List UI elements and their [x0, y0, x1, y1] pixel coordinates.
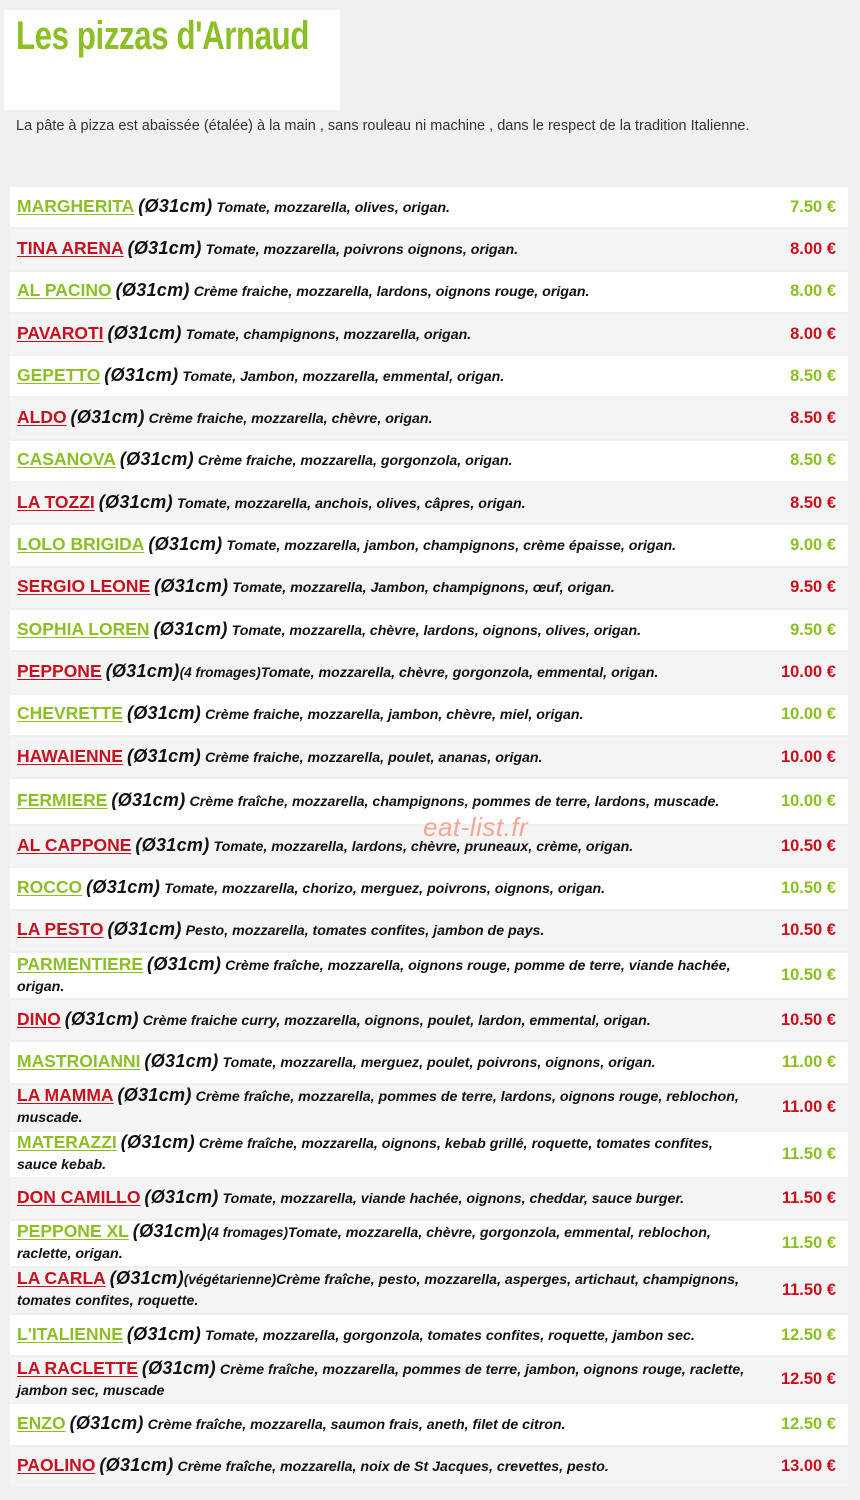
- pizza-name-link[interactable]: TINA ARENA: [17, 237, 124, 258]
- pizza-details: [17, 492, 766, 515]
- pizza-name-link[interactable]: LA MAMMA: [17, 1085, 114, 1106]
- pizza-size: (Ø31cm): [107, 919, 182, 940]
- menu-row: [10, 1447, 848, 1487]
- pizza-size: (Ø31cm): [132, 1221, 207, 1242]
- pizza-description: Tomate, mozzarella, chèvre, gorgonzola, emmental, reblochon, raclette, origan.: [17, 1225, 711, 1263]
- pizza-name-link[interactable]: FERMIERE: [17, 790, 108, 811]
- pizza-size: (Ø31cm): [144, 1050, 219, 1071]
- pizza-description: Crème fraîche, mozzarella, champignons, pommes de terre, lardons, muscade.: [189, 794, 720, 811]
- pizza-description: Crème fraiche, mozzarella, chèvre, origan.: [148, 411, 433, 428]
- pizza-extra: (végétarienne): [183, 1272, 277, 1288]
- pizza-price: 10.50 €: [780, 836, 836, 855]
- pizza-details: [17, 619, 766, 642]
- pizza-details: [17, 196, 766, 219]
- pizza-details: [17, 1455, 766, 1478]
- pizza-price: 11.00 €: [781, 1097, 836, 1116]
- pizza-details: [17, 703, 766, 726]
- pizza-description: Crème fraiche, mozzarella, lardons, oignons rouge, origan.: [193, 284, 590, 301]
- pizza-size: (Ø31cm): [141, 1357, 216, 1378]
- pizza-details: [17, 661, 766, 684]
- pizza-details: [17, 280, 766, 303]
- pizza-price: 10.50 €: [780, 879, 836, 898]
- pizza-description: Tomate, mozzarella, gorgonzola, tomates confites, roquette, jambon sec.: [204, 1327, 695, 1344]
- pizza-extra: (4 fromages): [206, 1225, 288, 1241]
- pizza-name-link[interactable]: GEPETTO: [17, 364, 101, 385]
- pizza-description: Tomate, mozzarella, lardons, chèvre, pruneaux, crème, origan.: [213, 838, 634, 855]
- pizza-price: 10.00 €: [780, 662, 836, 681]
- pizza-description: Crème fraîche, mozzarella, oignons rouge, pomme de terre, viande hachée, origan.: [17, 957, 731, 995]
- pizza-size: (Ø31cm): [69, 1412, 144, 1433]
- pizza-name-link[interactable]: DINO: [17, 1008, 61, 1029]
- menu-row: [10, 1179, 848, 1219]
- pizza-description: Crème fraîche, mozzarella, noix de St Jacques, crevettes, pesto.: [177, 1459, 609, 1476]
- watermark: eat-list.fr: [423, 812, 529, 842]
- pizza-details: [17, 1187, 766, 1210]
- pizza-description: Tomate, mozzarella, chèvre, gorgonzola, emmental, origan.: [260, 664, 659, 681]
- pizza-size: (Ø31cm): [99, 1455, 174, 1476]
- pizza-details: [17, 954, 766, 998]
- pizza-name-link[interactable]: MASTROIANNI: [17, 1050, 141, 1071]
- pizza-price: 11.50 €: [781, 1280, 836, 1299]
- pizza-size: (Ø31cm): [105, 660, 180, 681]
- pizza-size: (Ø31cm): [154, 576, 229, 597]
- menu-row: [10, 737, 848, 777]
- pizza-details: [17, 534, 766, 557]
- pizza-price: 9.50 €: [790, 578, 836, 597]
- pizza-size: (Ø31cm): [135, 834, 210, 855]
- menu-row: [10, 441, 848, 481]
- pizza-name-link[interactable]: LA PESTO: [17, 919, 104, 940]
- pizza-size: (Ø31cm): [104, 364, 179, 385]
- menu-row: [10, 911, 848, 951]
- pizza-price: 8.50 €: [790, 409, 836, 428]
- pizza-name-link[interactable]: PAVAROTI: [17, 322, 104, 343]
- pizza-details: [17, 877, 766, 900]
- pizza-details: [17, 1413, 766, 1436]
- pizza-price: 10.50 €: [780, 966, 836, 985]
- pizza-price: 9.00 €: [790, 536, 836, 555]
- menu-row: [10, 1357, 848, 1402]
- pizza-description: Tomate, mozzarella, viande hachée, oignons, cheddar, sauce burger.: [222, 1191, 685, 1208]
- pizza-size: (Ø31cm): [153, 618, 228, 639]
- pizza-size: (Ø31cm): [98, 491, 173, 512]
- pizza-name-link[interactable]: ENZO: [17, 1412, 66, 1433]
- pizza-name-link[interactable]: ALDO: [17, 407, 67, 428]
- pizza-details: [17, 1221, 766, 1265]
- pizza-size: (Ø31cm): [147, 953, 222, 974]
- pizza-details: [17, 238, 766, 261]
- pizza-size: (Ø31cm): [109, 1268, 184, 1289]
- pizza-price: 10.50 €: [780, 1010, 836, 1029]
- menu-row: [10, 398, 848, 438]
- pizza-price: 12.50 €: [780, 1370, 836, 1389]
- menu-row: [10, 1085, 848, 1130]
- pizza-name-link[interactable]: ROCCO: [17, 877, 83, 898]
- pizza-size: (Ø31cm): [120, 1132, 195, 1153]
- pizza-name-link[interactable]: HAWAIENNE: [17, 745, 123, 766]
- menu-row: [10, 868, 848, 908]
- pizza-price: 10.00 €: [780, 747, 836, 766]
- pizza-size: (Ø31cm): [126, 745, 202, 766]
- pizza-size: (Ø31cm): [119, 449, 194, 470]
- pizza-details: [17, 1268, 766, 1312]
- pizza-name-link[interactable]: LA RACLETTE: [17, 1357, 138, 1378]
- pizza-description: Pesto, mozzarella, tomates confites, jambon de pays.: [185, 923, 545, 940]
- pizza-price: 11.50 €: [781, 1189, 836, 1208]
- pizza-details: [17, 1132, 766, 1176]
- pizza-description: Crème fraiche, mozzarella, gorgonzola, origan.: [197, 453, 513, 470]
- pizza-price: 12.50 €: [780, 1414, 836, 1433]
- pizza-description: Tomate, mozzarella, Jambon, champignons, œuf, origan.: [232, 580, 615, 597]
- pizza-name-link[interactable]: PEPPONE: [17, 660, 102, 681]
- pizza-details: [17, 790, 766, 813]
- menu-row: [10, 356, 848, 396]
- pizza-name-link[interactable]: LA CARLA: [17, 1268, 106, 1289]
- pizza-details: [17, 746, 766, 769]
- pizza-description: Crème fraiche, mozzarella, jambon, chèvre, miel, origan.: [205, 707, 584, 724]
- pizza-name-link[interactable]: AL PACINO: [17, 280, 112, 301]
- menu-row: [10, 187, 848, 227]
- pizza-name-link[interactable]: PEPPONE XL: [17, 1221, 129, 1242]
- pizza-details: [17, 1358, 766, 1402]
- pizza-size: (Ø31cm): [126, 703, 202, 724]
- pizza-description: Tomate, Jambon, mozzarella, emmental, origan.: [182, 368, 505, 385]
- pizza-details: [17, 449, 766, 472]
- menu-row: [10, 314, 848, 354]
- pizza-extra: (4 fromages): [179, 664, 261, 680]
- pizza-details: [17, 835, 766, 858]
- menu-row: [10, 695, 848, 735]
- pizza-name-link[interactable]: PAOLINO: [17, 1455, 96, 1476]
- pizza-price: 12.50 €: [780, 1325, 836, 1344]
- pizza-name-link[interactable]: LA TOZZI: [17, 491, 95, 512]
- pizza-price: 7.50 €: [790, 197, 836, 216]
- menu-row: [10, 525, 848, 565]
- pizza-size: (Ø31cm): [117, 1085, 192, 1106]
- menu-row: [10, 1000, 848, 1040]
- pizza-price: 8.50 €: [790, 493, 836, 512]
- pizza-name-link[interactable]: SOPHIA LOREN: [17, 618, 150, 639]
- intro-text: La pâte à pizza est abaissée (étalée) à la main , sans rouleau ni machine , dans le respect de la tradition Italienne.: [16, 118, 750, 134]
- pizza-name-link[interactable]: L'ITALIENNE: [17, 1323, 123, 1344]
- pizza-details: [17, 919, 766, 942]
- pizza-description: Tomate, mozzarella, anchois, olives, câpres, origan.: [176, 495, 526, 512]
- pizza-details: [17, 323, 766, 346]
- pizza-price: 9.50 €: [790, 620, 836, 639]
- pizza-size: (Ø31cm): [127, 237, 202, 258]
- pizza-name-link[interactable]: CHEVRETTE: [17, 703, 123, 724]
- pizza-size: (Ø31cm): [148, 534, 223, 555]
- pizza-size: (Ø31cm): [115, 280, 190, 301]
- pizza-name-link[interactable]: LOLO BRIGIDA: [17, 534, 145, 555]
- pizza-price: 13.00 €: [780, 1457, 836, 1476]
- menu-row: [10, 1042, 848, 1082]
- pizza-description: Crème fraiche, mozzarella, poulet, ananas, origan.: [205, 749, 543, 766]
- pizza-description: Tomate, mozzarella, chèvre, lardons, oignons, olives, origan.: [231, 622, 642, 639]
- pizza-size: (Ø31cm): [86, 877, 161, 898]
- pizza-details: [17, 407, 766, 430]
- pizza-description: Crème fraîche, mozzarella, pommes de terre, lardons, oignons rouge, reblochon, muscade.: [17, 1089, 739, 1127]
- menu-row: [10, 1315, 848, 1355]
- menu-row: [10, 1404, 848, 1444]
- pizza-price: 10.50 €: [780, 921, 836, 940]
- pizza-name-link[interactable]: DON CAMILLO: [17, 1187, 141, 1208]
- pizza-details: [17, 365, 766, 388]
- pizza-name-link[interactable]: MARGHERITA: [17, 195, 135, 216]
- pizza-description: Crème fraîche, mozzarella, oignons, kebab grillé, roquette, tomates confites, sauce kebab.: [17, 1136, 713, 1174]
- pizza-name-link[interactable]: CASANOVA: [17, 449, 116, 470]
- pizza-description: Crème fraîche, pesto, mozzarella, asperges, artichaut, champignons, tomates confites, roquette.: [17, 1272, 739, 1310]
- pizza-price: 10.00 €: [780, 792, 836, 811]
- menu-row: [10, 652, 848, 692]
- pizza-description: Tomate, mozzarella, olives, origan.: [216, 199, 450, 216]
- menu-row: [10, 483, 848, 523]
- pizza-details: [17, 1324, 766, 1347]
- menu-row: [10, 272, 848, 312]
- pizza-price: 11.00 €: [781, 1052, 836, 1071]
- pizza-price: 8.00 €: [790, 324, 836, 343]
- pizza-price: 8.00 €: [790, 239, 836, 258]
- pizza-details: [17, 576, 766, 599]
- pizza-name-link[interactable]: AL CAPPONE: [17, 834, 132, 855]
- pizza-description: Tomate, mozzarella, chorizo, merguez, poivrons, oignons, origan.: [164, 881, 606, 898]
- pizza-size: (Ø31cm): [111, 790, 186, 811]
- pizza-details: [17, 1085, 766, 1129]
- pizza-size: (Ø31cm): [107, 322, 182, 343]
- menu-row: [10, 1268, 848, 1313]
- menu-row: [10, 1132, 848, 1177]
- pizza-details: [17, 1051, 766, 1074]
- pizza-description: Tomate, mozzarella, jambon, champignons, crème épaisse, origan.: [226, 538, 677, 555]
- menu-row: [10, 1221, 848, 1266]
- pizza-description: Crème fraîche, mozzarella, pommes de terre, jambon, oignons rouge, raclette, jambon sec, muscade: [17, 1361, 745, 1399]
- menu-row: [10, 229, 848, 269]
- menu-row: [10, 610, 848, 650]
- pizza-price: 8.50 €: [790, 366, 836, 385]
- pizza-size: (Ø31cm): [126, 1323, 202, 1344]
- pizza-name-link[interactable]: MATERAZZI: [17, 1132, 117, 1153]
- menu-row: [10, 568, 848, 608]
- page-title: Les pizzas d'Arnaud: [16, 14, 309, 58]
- pizza-size: (Ø31cm): [144, 1187, 219, 1208]
- pizza-description: Tomate, champignons, mozzarella, origan.: [185, 326, 472, 343]
- pizza-details: [17, 1009, 766, 1032]
- pizza-price: 11.50 €: [781, 1233, 836, 1252]
- pizza-size: (Ø31cm): [64, 1008, 139, 1029]
- pizza-description: Tomate, mozzarella, poivrons oignons, origan.: [205, 241, 519, 258]
- pizza-description: Crème fraiche curry, mozzarella, oignons, poulet, lardon, emmental, origan.: [142, 1012, 651, 1029]
- pizza-size: (Ø31cm): [138, 195, 213, 216]
- pizza-price: 11.50 €: [781, 1144, 836, 1163]
- pizza-price: 8.50 €: [790, 451, 836, 470]
- pizza-description: Crème fraîche, mozzarella, saumon frais, aneth, filet de citron.: [147, 1416, 566, 1433]
- pizza-size: (Ø31cm): [70, 407, 145, 428]
- pizza-description: Tomate, mozzarella, merguez, poulet, poivrons, oignons, origan.: [222, 1054, 656, 1071]
- pizza-name-link[interactable]: PARMENTIERE: [17, 953, 144, 974]
- pizza-price: 8.00 €: [790, 282, 836, 301]
- pizza-price: 10.00 €: [780, 705, 836, 724]
- pizza-name-link[interactable]: SERGIO LEONE: [17, 576, 151, 597]
- menu-row: [10, 953, 848, 998]
